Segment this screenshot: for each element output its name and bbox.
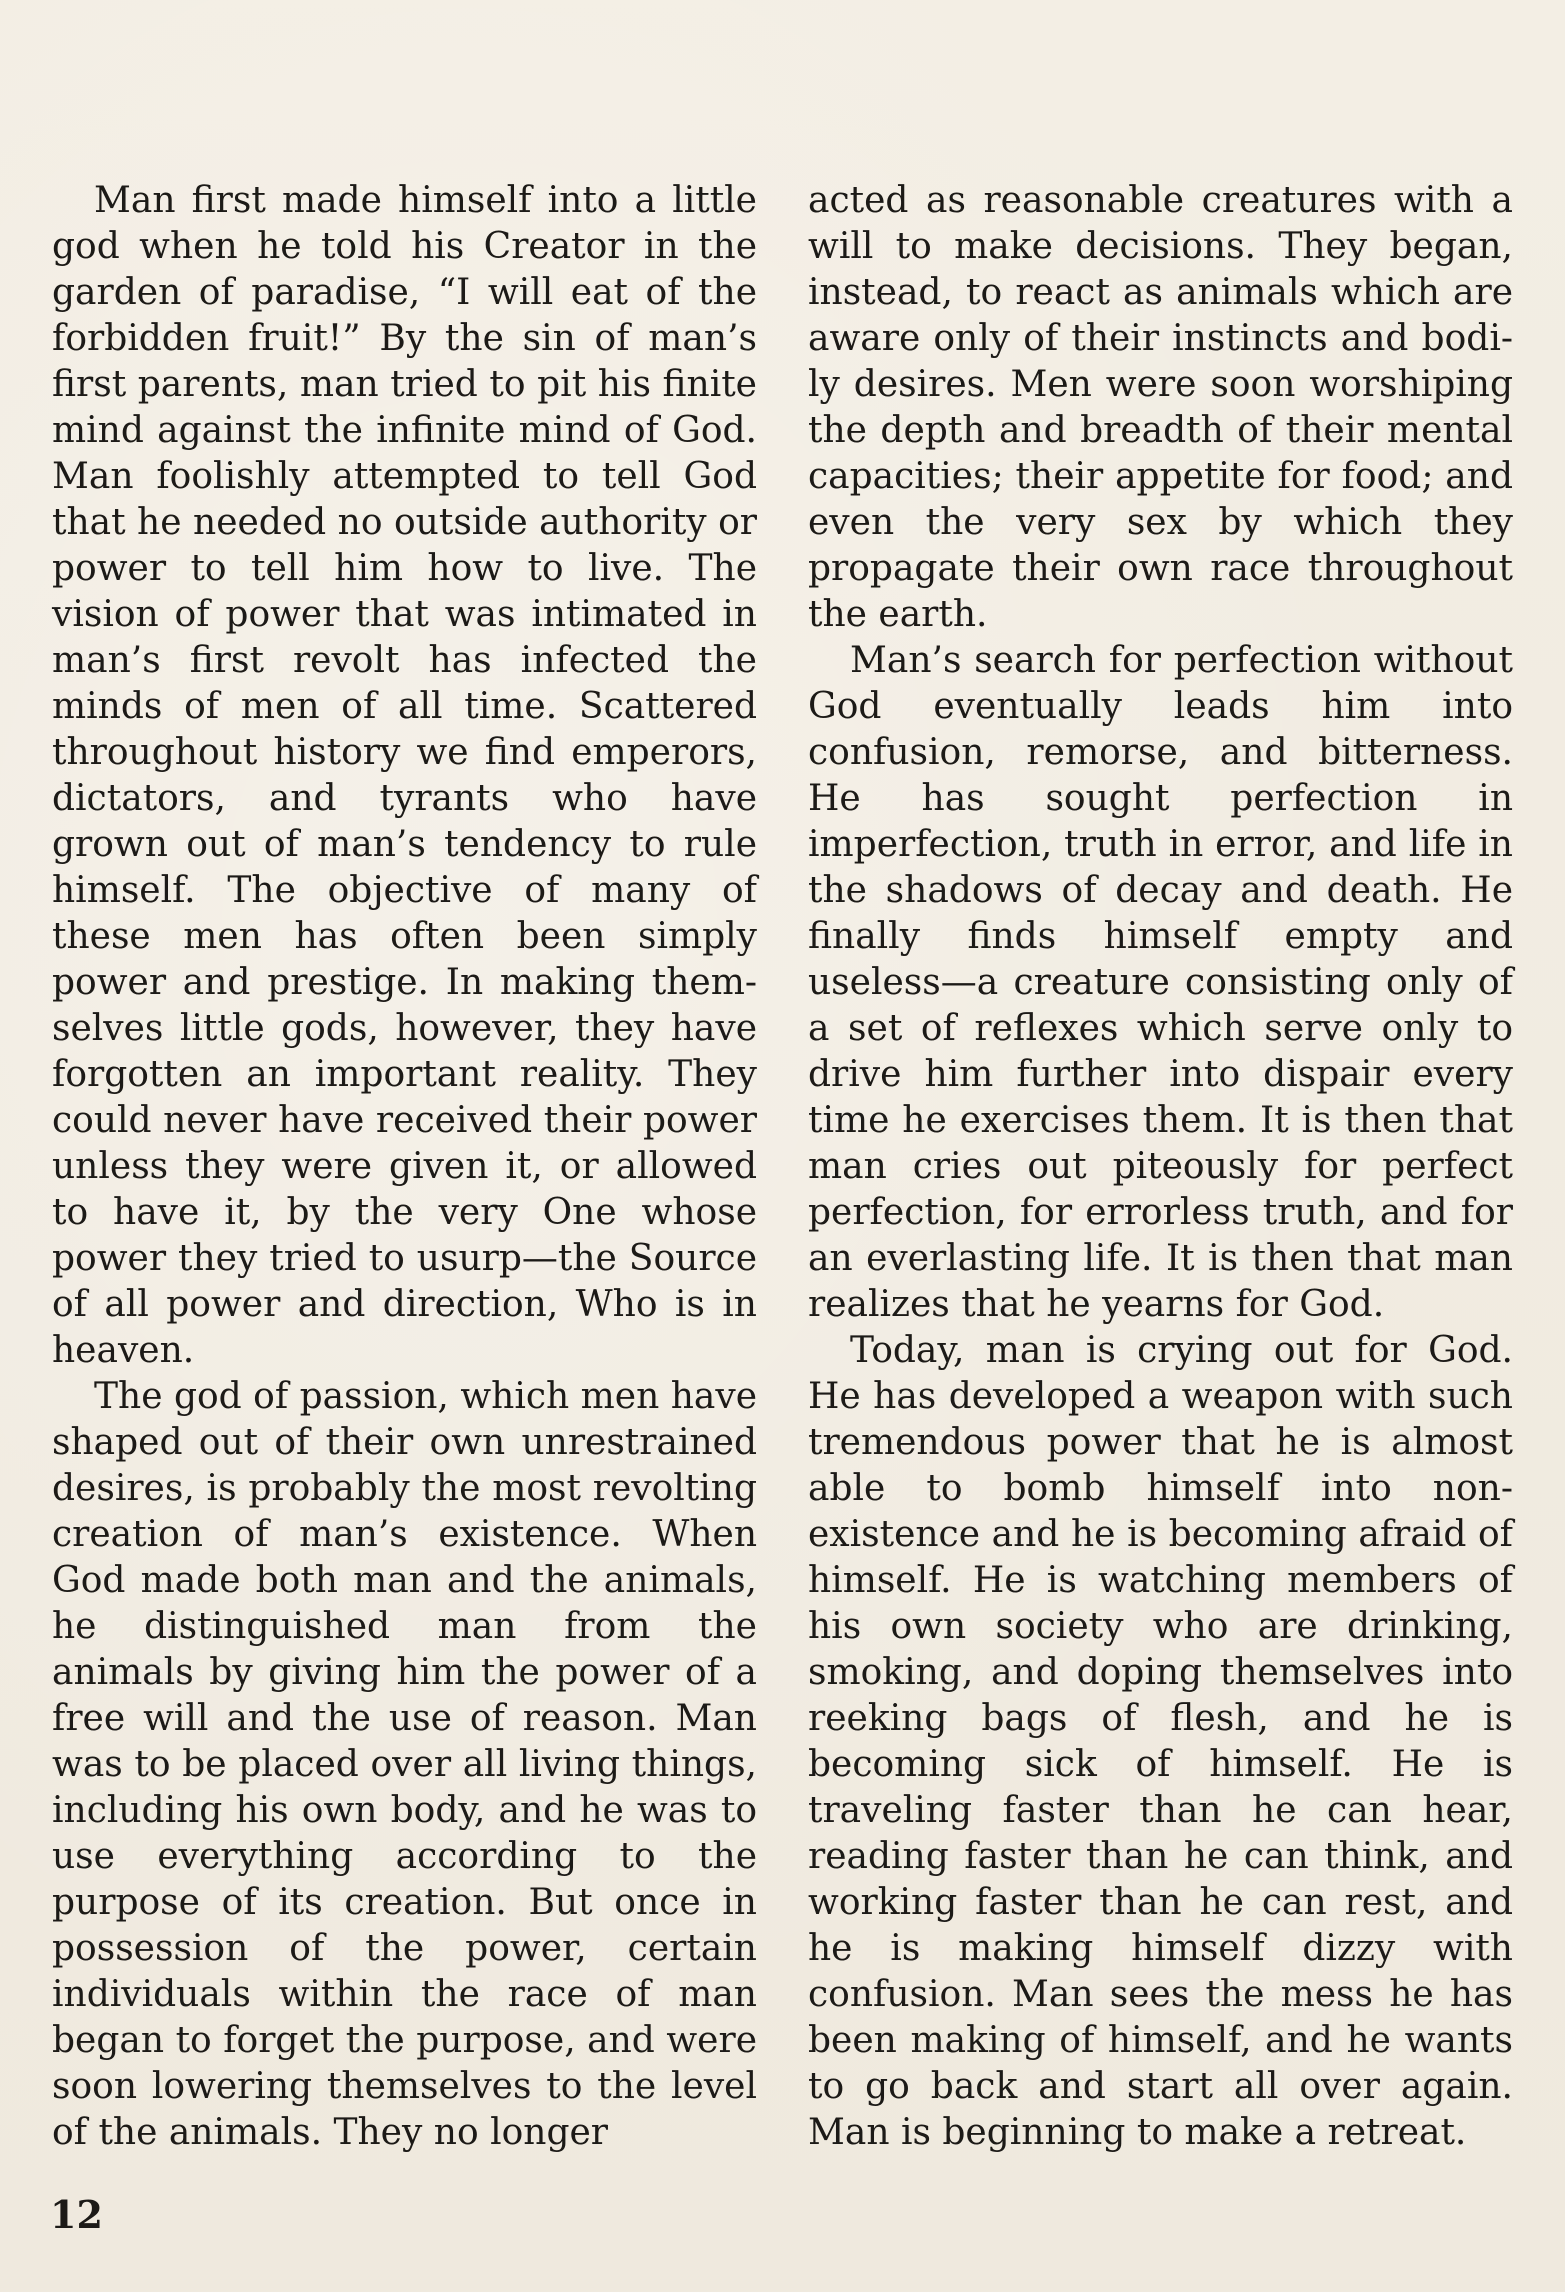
paragraph-continued: acted as reasonable creatures with a will to make decisions. They began, instead, to react as animals which are aware only of their instincts and bodily desires. Men were soon worshiping the depth and breadth of their mental capacities; their appetite for food; and even the very sex by which they propagate their own race throughout the earth. — [808, 180, 1513, 635]
paragraph-search-for-perfection: Man’s search for perfection without God eventually leads him into confusion, remorse, and bitterness. He has sought perfection in imperfection, truth in error, and life in the shadows of decay and death. He finally finds himself empty and useless—a creature consisting only of a set of reflexes which serve only to drive him further into dispair every time he exercises them. It is then that man cries out piteously for perfect perfection, for errorless truth, and for an everlasting life. It is then that man realizes that he yearns for God. — [808, 640, 1513, 1325]
paragraph-little-god: Man first made himself into a little god when he told his Creator in the garden of paradise, “I will eat of the forbidden fruit!” By the sin of man’s first parents, man tried to pit his finite mind against the infinite mind of God. Man foolishly attempted to tell God that he needed no outside authority or power to tell him how to live. The vision of power that was intimated in man’s first revolt has infected the minds of men of all time. Scattered throughout history we find emperors, dictators, and tyrants who have grown out of man’s tendency to rule himself. The objective of many of these men has often been simply power and prestige. In making themselves little gods, however, they have forgotten an important reality. They could never have received their power unless they were given it, or allowed to have it, by the very One whose power they tried to usurp—the Source of all power and direction, Who is in heaven. — [52, 180, 757, 1371]
paragraph-crying-out-for-god: Today, man is crying out for God. He has developed a weapon with such tremendous power that he is almost able to bomb himself into nonexistence and he is becoming afraid of himself. He is watching members of his own society who are drinking, smoking, and doping themselves into reeking bags of flesh, and he is becoming sick of himself. He is traveling faster than he can hear, reading faster than he can think, and working faster than he can rest, and he is making himself dizzy with confusion. Man sees the mess he has been making of himself, and he wants to go back and start all over again. Man is beginning to make a retreat. — [808, 1330, 1513, 2153]
left-text-column — [52, 178, 757, 2156]
page-number: 12 — [50, 2192, 103, 2237]
paragraph-god-of-passion: The god of passion, which men have shaped out of their own unrestrained desires, is probably the most revolting creation of man’s existence. When God made both man and the animals, he distinguished man from the animals by giving him the power of a free will and the use of reason. Man was to be placed over all living things, including his own body, and he was to use everything according to the purpose of its creation. But once in possession of the power, certain individuals within the race of man began to forget the purpose, and were soon lowering themselves to the level of the animals. They no longer — [52, 1376, 757, 2153]
right-text-column — [808, 178, 1513, 2156]
